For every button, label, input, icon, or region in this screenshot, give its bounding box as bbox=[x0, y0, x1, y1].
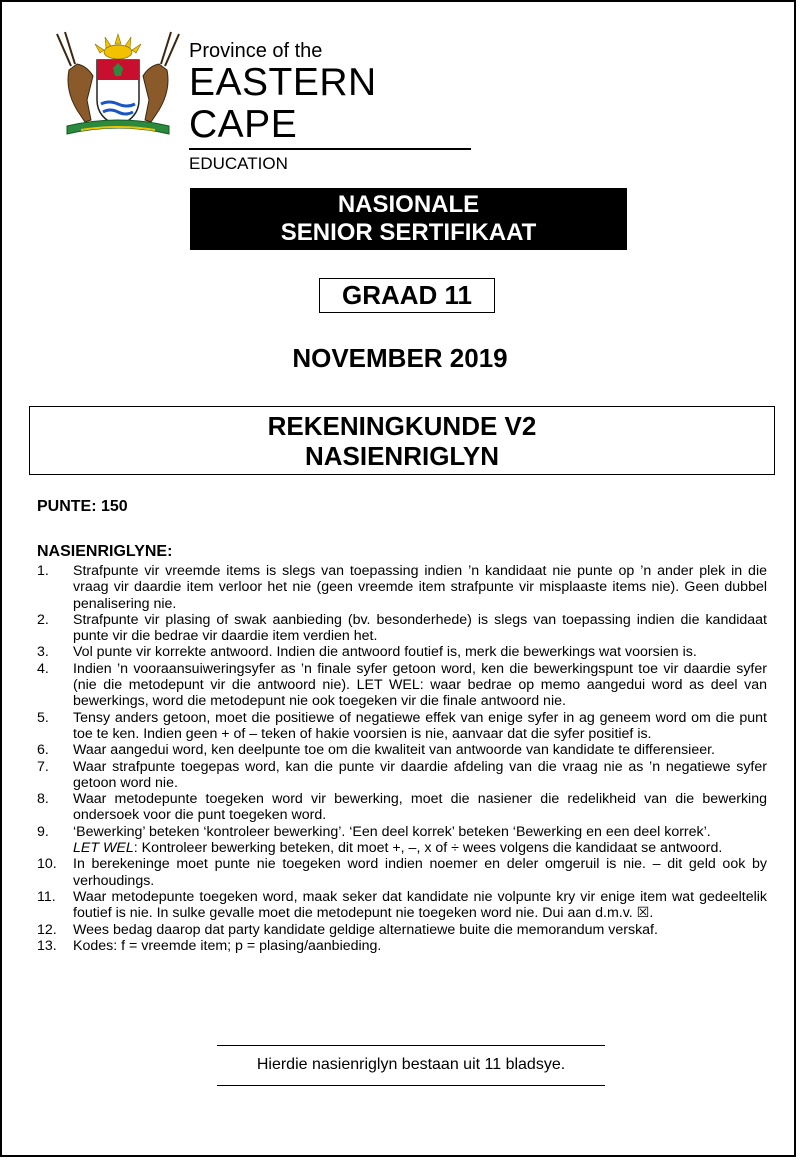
list-item bbox=[37, 661, 767, 710]
coat-of-arms-icon bbox=[47, 30, 189, 140]
list-item-number: 12. bbox=[37, 921, 57, 938]
nss-banner bbox=[190, 188, 627, 250]
province-wordmark bbox=[189, 40, 487, 174]
guidelines-list bbox=[37, 563, 767, 954]
list-item-number: 4. bbox=[37, 660, 49, 677]
list-item-number: 1. bbox=[37, 563, 49, 579]
list-item bbox=[37, 938, 767, 954]
logo-line-education: EDUCATION bbox=[189, 154, 288, 173]
note-text: : Kontroleer bewerking beteken, dit moet +, –, x of ÷ wees volgens die kandidaat se antwoord. bbox=[133, 840, 723, 857]
list-item-text: Waar metodepunte toegeken word vir bewerking, moet die nasiener die redelikheid van die bewerking ondersoek voor die punt toegeken word. bbox=[73, 791, 767, 824]
list-item bbox=[37, 889, 767, 922]
guidelines-title: NASIENRIGLYNE: bbox=[37, 543, 173, 560]
list-item-text: Vol punte vir korrekte antwoord. Indien die antwoord foutief is, merk die bewerkings wat voorsien is. bbox=[73, 644, 697, 661]
list-item-number: 13. bbox=[37, 937, 57, 954]
list-item-number: 9. bbox=[37, 823, 49, 840]
eastern-cape-logo bbox=[47, 30, 487, 173]
footer-divider-top bbox=[217, 1045, 605, 1046]
list-item-text: Waar aangedui word, ken deelpunte toe om die kwaliteit van antwoorde van kandidate te differensieer. bbox=[73, 742, 715, 759]
list-item bbox=[37, 563, 767, 612]
list-item-text: Strafpunte vir plasing of swak aanbieding (bv. besonderhede) is slegs van toepassing indien die kandidaat punte vir die bedrae vir daardie item verdien het. bbox=[73, 611, 767, 645]
list-item bbox=[37, 710, 767, 743]
footer-divider-bottom bbox=[217, 1085, 605, 1086]
list-item-number: 8. bbox=[37, 791, 49, 808]
total-marks: PUNTE: 150 bbox=[37, 498, 128, 515]
subject-box bbox=[29, 406, 775, 475]
note-label: LET WEL bbox=[73, 840, 134, 857]
banner-line-1: NASIONALE bbox=[337, 191, 480, 218]
list-item bbox=[37, 922, 767, 938]
list-item-text: Indien ’n vooraansuiweringsyfer as ’n finale syfer getoon word, ken die bewerkingspunt toe vir daardie syfer (nie die metodepunt vir die antwoord nie). LET WEL: waar bedrae op memo aangedui word as deel van bewerkings, word die metodepunt nie ook toegeken vir die finale antwoord nie. bbox=[73, 660, 767, 710]
logo-line-province: Province of the bbox=[189, 40, 323, 62]
page-count-note: Hierdie nasienriglyn bestaan uit 11 bladsye. bbox=[256, 1056, 566, 1073]
exam-date: NOVEMBER 2019 bbox=[292, 343, 508, 373]
logo-line-eastern-cape: EASTERN CAPE bbox=[189, 61, 377, 146]
list-item-text: Wees bedag daarop dat party kandidate geldige alternatiewe buite die memorandum verskaf. bbox=[73, 921, 658, 938]
list-item bbox=[37, 791, 767, 824]
list-item-text: ‘Bewerking’ beteken ‘kontroleer bewerking’. ‘Een deel korrek’ beteken ‘Bewerking en een deel korrek’. bbox=[73, 823, 711, 840]
list-item bbox=[37, 856, 767, 889]
list-item bbox=[37, 644, 767, 660]
list-item-text: Tensy anders getoon, moet die positiewe of negatiewe effek van enige syfer in ag geneem word om die punt toe te ken. Indien geen + of – teken of hakie voorsien is nie, aanvaar dat die syfer positief is. bbox=[73, 709, 767, 742]
list-item-text-group bbox=[73, 824, 767, 857]
list-item-number: 11. bbox=[37, 888, 56, 905]
list-item-text: Kodes: f = vreemde item; p = plasing/aanbieding. bbox=[73, 937, 382, 954]
list-item-text: Waar metodepunte toegeken word, maak seker dat kandidate nie volpunte kry vir enige item wat gedeeltelik foutief is nie. In sulke gevalle moet die metodepunt nie toegeken word nie. Dui aan d.m.v. ☒. bbox=[73, 888, 767, 922]
subject-subtitle: NASIENRIGLYN bbox=[304, 441, 500, 471]
list-item-note bbox=[73, 840, 767, 856]
list-item bbox=[37, 742, 767, 758]
list-item bbox=[37, 612, 767, 645]
banner-line-2: SENIOR SERTIFIKAAT bbox=[280, 219, 537, 246]
list-item-text: In berekeninge moet punte nie toegeken word indien noemer en deler omgeruil is nie. – dit geld ook by verhoudings. bbox=[73, 856, 767, 889]
list-item bbox=[37, 759, 767, 792]
list-item-number: 6. bbox=[37, 742, 49, 759]
list-item-number: 10. bbox=[37, 856, 57, 873]
logo-divider bbox=[189, 148, 471, 150]
subject-title: REKENINGKUNDE V2 bbox=[267, 411, 537, 441]
list-item-text: Waar strafpunte toegepas word, kan die punte vir daardie afdeling van die vraag nie as ’n negatiewe syfer getoon word nie. bbox=[73, 758, 767, 791]
list-item-number: 7. bbox=[37, 758, 49, 775]
grade-label: GRAAD 11 bbox=[319, 278, 495, 313]
list-item bbox=[37, 824, 767, 857]
list-item-number: 3. bbox=[37, 644, 49, 661]
list-item-text: Strafpunte vir vreemde items is slegs van toepassing indien ’n kandidaat nie punte op ’n ander plek in die vraag vir daardie item verloor het nie (geen vreemde item strafpunte vir misplaaste items nie). Geen dubbel penalisering nie. bbox=[73, 563, 767, 612]
list-item-number: 2. bbox=[37, 611, 49, 628]
list-item-number: 5. bbox=[37, 709, 49, 726]
